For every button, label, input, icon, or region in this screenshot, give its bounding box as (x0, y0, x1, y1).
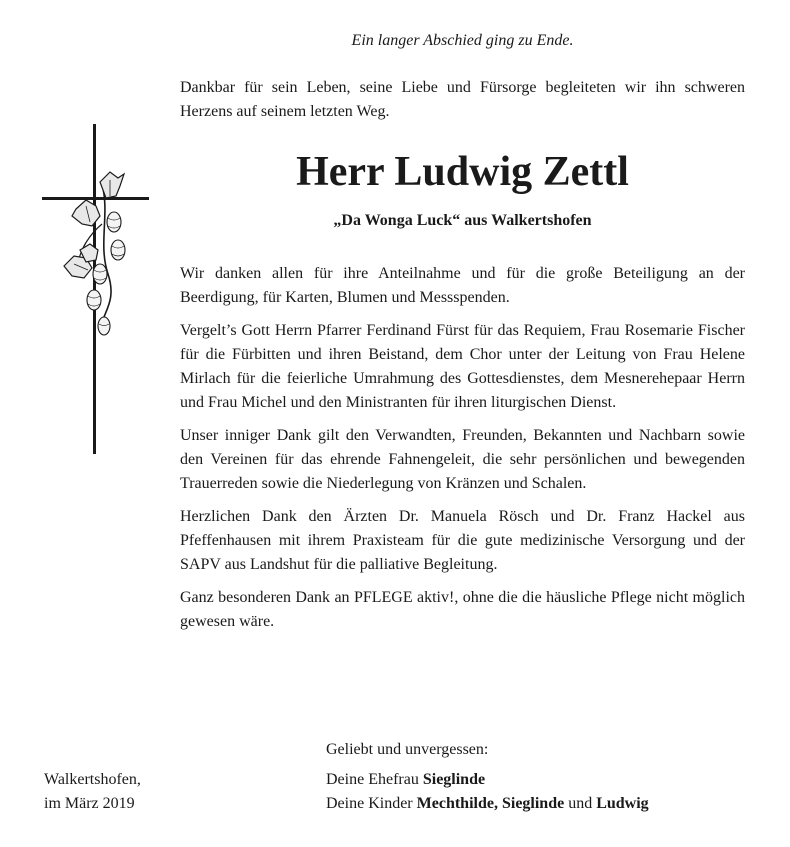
paragraph-thanks-care: Ganz besonderen Dank an PFLEGE aktiv!, ohne die die häusliche Pflege nicht möglich gewesen wäre. (180, 589, 745, 630)
deceased-nickname: „Da Wonga Luck“ aus Walkertshofen (333, 212, 592, 229)
motto: Ein langer Abschied ging zu Ende. (351, 32, 574, 49)
paragraph-thanks-doctors: Herzlichen Dank den Ärzten Dr. Manuela Rösch und Dr. Franz Hackel aus Pfeffenhausen mit ihrem Praxisteam für die gute medizinische Versorgung und der SAPV aus Landshut für die palliative Begleitung. (180, 508, 745, 573)
wife-prefix: Deine Ehefrau (326, 771, 419, 788)
children-prefix: Deine Kinder (326, 795, 413, 812)
wife-line (326, 768, 649, 792)
paragraph-thanks-relatives: Unser inniger Dank gilt den Verwandten, Freunden, Bekannten und Nachbarn sowie den Vereinen für das ehrende Fahnengeleit, die sehr persönlichen und bewegenden Trauerreden sowie die Niederlegung von Kränzen und Schalen. (180, 427, 745, 492)
children-line (326, 792, 649, 816)
child-name: Sieglinde (501, 795, 565, 812)
wife-name: Sieglinde (422, 771, 486, 788)
deceased-name: Herr Ludwig Zettl (296, 149, 629, 195)
cross-with-hops-icon (40, 124, 155, 454)
child-name: Mechthilde, (416, 795, 498, 812)
paragraph-thanks-attendance: Wir danken allen für ihre Anteilnahme und für die große Beteiligung an der Beerdigung, für Karten, Blumen und Messspenden. (180, 265, 745, 306)
place: Walkertshofen, (44, 771, 141, 788)
paragraph-thanks-clergy: Vergelt’s Gott Herrn Pfarrer Ferdinand Fürst für das Requiem, Frau Rosemarie Fischer für die Fürbitten und ihren Beistand, dem Chor unter der Leitung von Frau Helene Mirlach für die feierliche Umrahmung des Gottesdienstes, dem Mesnerehepaar Herrn und Frau Michel und den Ministranten für ihren liturgischen Dienst. (180, 322, 745, 411)
family-signatures (326, 768, 649, 816)
closing-line: Geliebt und unvergessen: (326, 741, 489, 758)
conjunction: und (568, 795, 593, 812)
child-name: Ludwig (596, 795, 649, 812)
place-date (44, 768, 141, 816)
date: im März 2019 (44, 795, 135, 812)
thanks-text (180, 262, 745, 643)
intro-text: Dankbar für sein Leben, seine Liebe und Fürsorge begleiteten wir ihn schweren Herzens auf seinem letzten Weg. (180, 79, 745, 120)
